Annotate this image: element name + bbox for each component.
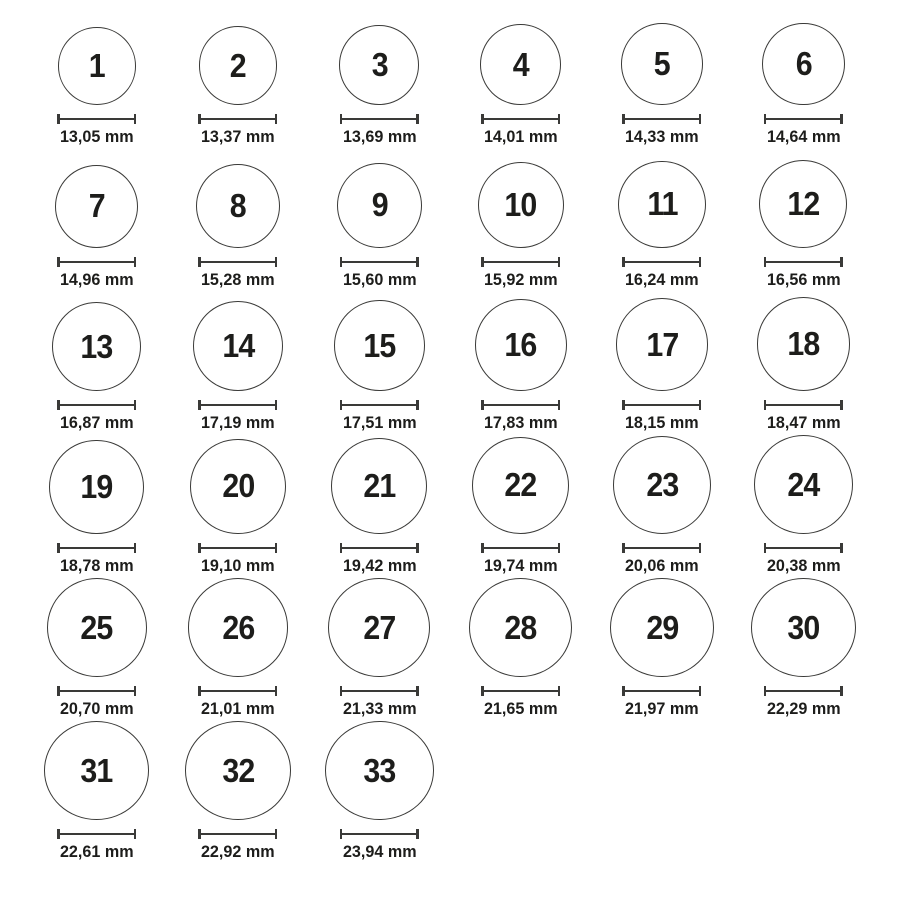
ring-size-number: 26 [222, 608, 254, 646]
ring-size-number: 16 [504, 326, 537, 364]
ring-size-cell [309, 721, 450, 864]
ring-size-cell [309, 149, 450, 292]
ring-size-cell [450, 149, 591, 292]
ring-size-cell [167, 578, 308, 721]
measure-bar [766, 690, 840, 693]
ring-size-number: 22 [504, 466, 537, 504]
measure-tick-right-icon [275, 400, 278, 410]
ring-circle [618, 161, 705, 248]
ring-size-cell [591, 578, 732, 721]
ring-circle [469, 578, 572, 677]
diameter-label: 14,64 mm [766, 127, 841, 146]
diameter-measure-line [622, 257, 701, 267]
measure-bar [342, 547, 416, 550]
diameter-measure-line [57, 400, 136, 410]
measure-bar [60, 547, 134, 550]
ring-circle [196, 164, 280, 248]
measure-tick-right-icon [275, 257, 278, 267]
ring-size-number: 15 [363, 326, 396, 364]
measure-bar [484, 261, 558, 264]
measure-tick-right-icon [275, 686, 278, 696]
ring-size-number: 33 [363, 751, 396, 789]
ring-size-number: 32 [222, 751, 254, 789]
ring-size-number: 12 [787, 185, 820, 222]
ring-circle [762, 23, 845, 106]
diameter-measure-line [764, 686, 843, 696]
ring-circle [759, 160, 847, 248]
ring-size-cell [167, 149, 308, 292]
measure-bar [342, 690, 416, 693]
ring-size-cell [450, 578, 591, 721]
measure-tick-right-icon [840, 686, 843, 696]
diameter-measure-line [340, 114, 419, 124]
diameter-measure-line [198, 686, 277, 696]
measure-bar [625, 690, 699, 693]
ring-size-cell [309, 6, 450, 149]
diameter-label: 20,06 mm [625, 556, 699, 575]
diameter-measure-line [764, 114, 843, 124]
diameter-measure-line [57, 829, 136, 839]
ring-size-cell [167, 6, 308, 149]
diameter-label: 16,24 mm [625, 270, 699, 289]
ring-circle [58, 27, 136, 105]
measure-tick-right-icon [134, 257, 137, 267]
ring-circle [480, 24, 561, 105]
measure-bar [60, 690, 134, 693]
diameter-measure-line [340, 257, 419, 267]
diameter-measure-line [622, 114, 701, 124]
diameter-measure-line [57, 686, 136, 696]
measure-tick-right-icon [416, 257, 419, 267]
measure-tick-right-icon [134, 543, 137, 553]
ring-circle [190, 439, 285, 534]
diameter-label: 17,51 mm [342, 413, 417, 432]
measure-bar [625, 118, 699, 121]
ring-size-cell [733, 292, 874, 435]
diameter-label: 20,70 mm [59, 699, 134, 718]
diameter-label: 22,61 mm [59, 842, 134, 861]
measure-bar [766, 118, 840, 121]
diameter-measure-line [198, 400, 277, 410]
ring-size-cell [733, 149, 874, 292]
diameter-measure-line [340, 543, 419, 553]
diameter-label: 13,69 mm [342, 127, 417, 146]
ring-size-number: 2 [230, 46, 246, 84]
ring-circle [472, 437, 569, 534]
diameter-measure-line [764, 543, 843, 553]
measure-tick-right-icon [275, 829, 278, 839]
measure-tick-right-icon [699, 257, 702, 267]
ring-circle [49, 440, 144, 535]
ring-circle [754, 435, 853, 534]
measure-tick-right-icon [416, 686, 419, 696]
ring-circle [47, 578, 147, 677]
measure-bar [766, 404, 840, 407]
ring-size-number: 28 [504, 608, 537, 646]
ring-circle [331, 438, 427, 534]
diameter-label: 20,38 mm [766, 556, 841, 575]
ring-size-number: 10 [504, 185, 537, 223]
measure-tick-right-icon [416, 114, 419, 124]
measure-bar [60, 833, 134, 836]
ring-size-cell [450, 435, 591, 578]
ring-size-number: 20 [222, 467, 254, 505]
diameter-label: 13,37 mm [201, 127, 275, 146]
ring-size-number: 8 [230, 186, 246, 224]
ring-circle [478, 162, 564, 248]
measure-bar [484, 547, 558, 550]
diameter-measure-line [198, 543, 277, 553]
ring-size-number: 31 [80, 751, 113, 789]
measure-bar [201, 261, 275, 264]
measure-tick-right-icon [275, 543, 278, 553]
measure-tick-right-icon [558, 686, 561, 696]
diameter-label: 21,33 mm [342, 699, 417, 718]
diameter-label: 15,60 mm [342, 270, 417, 289]
measure-tick-right-icon [134, 686, 137, 696]
ring-size-cell [26, 6, 167, 149]
diameter-label: 13,05 mm [59, 127, 134, 146]
measure-bar [201, 118, 275, 121]
ring-size-cell [26, 578, 167, 721]
ring-size-number: 14 [222, 327, 254, 365]
diameter-label: 18,15 mm [625, 413, 699, 432]
ring-circle [199, 26, 278, 105]
measure-tick-right-icon [558, 543, 561, 553]
measure-bar [201, 690, 275, 693]
diameter-label: 21,01 mm [201, 699, 275, 718]
ring-size-cell [450, 292, 591, 435]
diameter-label: 17,19 mm [201, 413, 275, 432]
measure-bar [60, 261, 134, 264]
diameter-measure-line [481, 686, 560, 696]
ring-size-cell [450, 6, 591, 149]
ring-size-cell [591, 149, 732, 292]
diameter-measure-line [481, 257, 560, 267]
ring-size-number: 23 [646, 465, 678, 503]
measure-bar [766, 261, 840, 264]
ring-size-number: 3 [371, 46, 388, 84]
ring-size-number: 1 [88, 47, 105, 85]
ring-size-cell [309, 292, 450, 435]
diameter-measure-line [481, 114, 560, 124]
ring-circle [185, 721, 292, 820]
diameter-label: 19,10 mm [201, 556, 275, 575]
ring-circle [621, 23, 703, 105]
diameter-measure-line [198, 114, 277, 124]
ring-size-number: 21 [363, 466, 396, 504]
measure-bar [201, 547, 275, 550]
diameter-measure-line [764, 400, 843, 410]
ring-size-cell [591, 6, 732, 149]
diameter-label: 14,01 mm [483, 127, 558, 146]
measure-tick-right-icon [558, 400, 561, 410]
diameter-label: 14,33 mm [625, 127, 699, 146]
measure-bar [766, 547, 840, 550]
measure-bar [484, 404, 558, 407]
ring-size-cell [309, 578, 450, 721]
diameter-label: 14,96 mm [59, 270, 134, 289]
ring-size-cell [167, 292, 308, 435]
ring-size-number: 19 [80, 467, 113, 505]
diameter-measure-line [622, 686, 701, 696]
ring-size-cell [167, 721, 308, 864]
diameter-label: 21,65 mm [483, 699, 558, 718]
diameter-measure-line [622, 543, 701, 553]
diameter-label: 17,83 mm [483, 413, 558, 432]
measure-bar [342, 261, 416, 264]
ring-circle [610, 578, 714, 677]
measure-tick-right-icon [699, 114, 702, 124]
measure-tick-right-icon [416, 829, 419, 839]
ring-size-number: 6 [795, 44, 812, 82]
ring-size-number: 13 [80, 327, 113, 365]
ring-circle [751, 578, 856, 677]
measure-bar [60, 404, 134, 407]
measure-bar [625, 547, 699, 550]
ring-circle [339, 25, 419, 105]
ring-size-cell [733, 435, 874, 578]
ring-size-number: 25 [80, 608, 113, 646]
diameter-label: 22,92 mm [201, 842, 275, 861]
measure-bar [201, 833, 275, 836]
diameter-label: 15,92 mm [483, 270, 558, 289]
diameter-measure-line [481, 543, 560, 553]
diameter-label: 18,47 mm [766, 413, 841, 432]
diameter-measure-line [198, 257, 277, 267]
diameter-measure-line [57, 257, 136, 267]
diameter-label: 18,78 mm [59, 556, 134, 575]
diameter-label: 16,87 mm [59, 413, 134, 432]
measure-bar [625, 261, 699, 264]
measure-tick-right-icon [134, 829, 137, 839]
ring-circle [337, 163, 422, 248]
ring-circle [613, 436, 711, 534]
diameter-measure-line [57, 114, 136, 124]
measure-tick-right-icon [558, 257, 561, 267]
diameter-measure-line [622, 400, 701, 410]
measure-bar [625, 404, 699, 407]
ring-size-number: 29 [646, 608, 678, 646]
ring-circle [334, 300, 425, 391]
measure-bar [201, 404, 275, 407]
ring-size-cell [167, 435, 308, 578]
diameter-label: 23,94 mm [342, 842, 417, 861]
diameter-measure-line [764, 257, 843, 267]
ring-circle [616, 298, 709, 391]
measure-bar [342, 833, 416, 836]
ring-circle [188, 578, 289, 677]
diameter-measure-line [340, 400, 419, 410]
measure-bar [484, 690, 558, 693]
ring-size-number: 30 [787, 608, 820, 646]
diameter-measure-line [198, 829, 277, 839]
ring-size-number: 4 [512, 45, 529, 83]
measure-bar [342, 404, 416, 407]
measure-tick-right-icon [840, 543, 843, 553]
ring-size-number: 9 [371, 186, 388, 224]
diameter-measure-line [340, 829, 419, 839]
ring-size-number: 24 [787, 465, 820, 503]
measure-tick-right-icon [416, 543, 419, 553]
ring-size-cell [26, 721, 167, 864]
ring-circle [193, 301, 283, 391]
ring-size-cell [733, 578, 874, 721]
ring-size-cell [591, 292, 732, 435]
measure-tick-right-icon [558, 114, 561, 124]
ring-circle [328, 578, 430, 677]
diameter-measure-line [340, 686, 419, 696]
ring-size-cell [309, 435, 450, 578]
ring-circle [44, 721, 150, 820]
measure-tick-right-icon [134, 400, 137, 410]
measure-tick-right-icon [840, 400, 843, 410]
diameter-label: 19,74 mm [483, 556, 558, 575]
measure-tick-right-icon [840, 257, 843, 267]
measure-tick-right-icon [840, 114, 843, 124]
measure-bar [342, 118, 416, 121]
diameter-label: 22,29 mm [766, 699, 841, 718]
measure-tick-right-icon [699, 686, 702, 696]
ring-circle [325, 721, 434, 820]
ring-size-cell [26, 435, 167, 578]
ring-circle [55, 165, 138, 248]
diameter-measure-line [481, 400, 560, 410]
measure-bar [484, 118, 558, 121]
ring-size-cell [591, 435, 732, 578]
ring-circle [52, 302, 141, 391]
measure-tick-right-icon [275, 114, 278, 124]
diameter-label: 16,56 mm [766, 270, 841, 289]
ring-size-number: 7 [88, 187, 105, 225]
ring-size-number: 18 [787, 325, 820, 363]
ring-size-number: 5 [653, 45, 670, 83]
ring-size-cell [733, 6, 874, 149]
measure-tick-right-icon [699, 400, 702, 410]
measure-tick-right-icon [134, 114, 137, 124]
diameter-measure-line [57, 543, 136, 553]
ring-size-number: 11 [646, 185, 678, 223]
ring-size-number: 27 [363, 608, 396, 646]
diameter-label: 19,42 mm [342, 556, 417, 575]
ring-circle [475, 299, 567, 391]
measure-tick-right-icon [416, 400, 419, 410]
measure-tick-right-icon [699, 543, 702, 553]
ring-size-cell [26, 149, 167, 292]
ring-size-cell [26, 292, 167, 435]
diameter-label: 15,28 mm [201, 270, 275, 289]
ring-size-number: 17 [646, 325, 678, 363]
diameter-label: 21,97 mm [625, 699, 699, 718]
ring-circle [757, 297, 851, 391]
measure-bar [60, 118, 134, 121]
